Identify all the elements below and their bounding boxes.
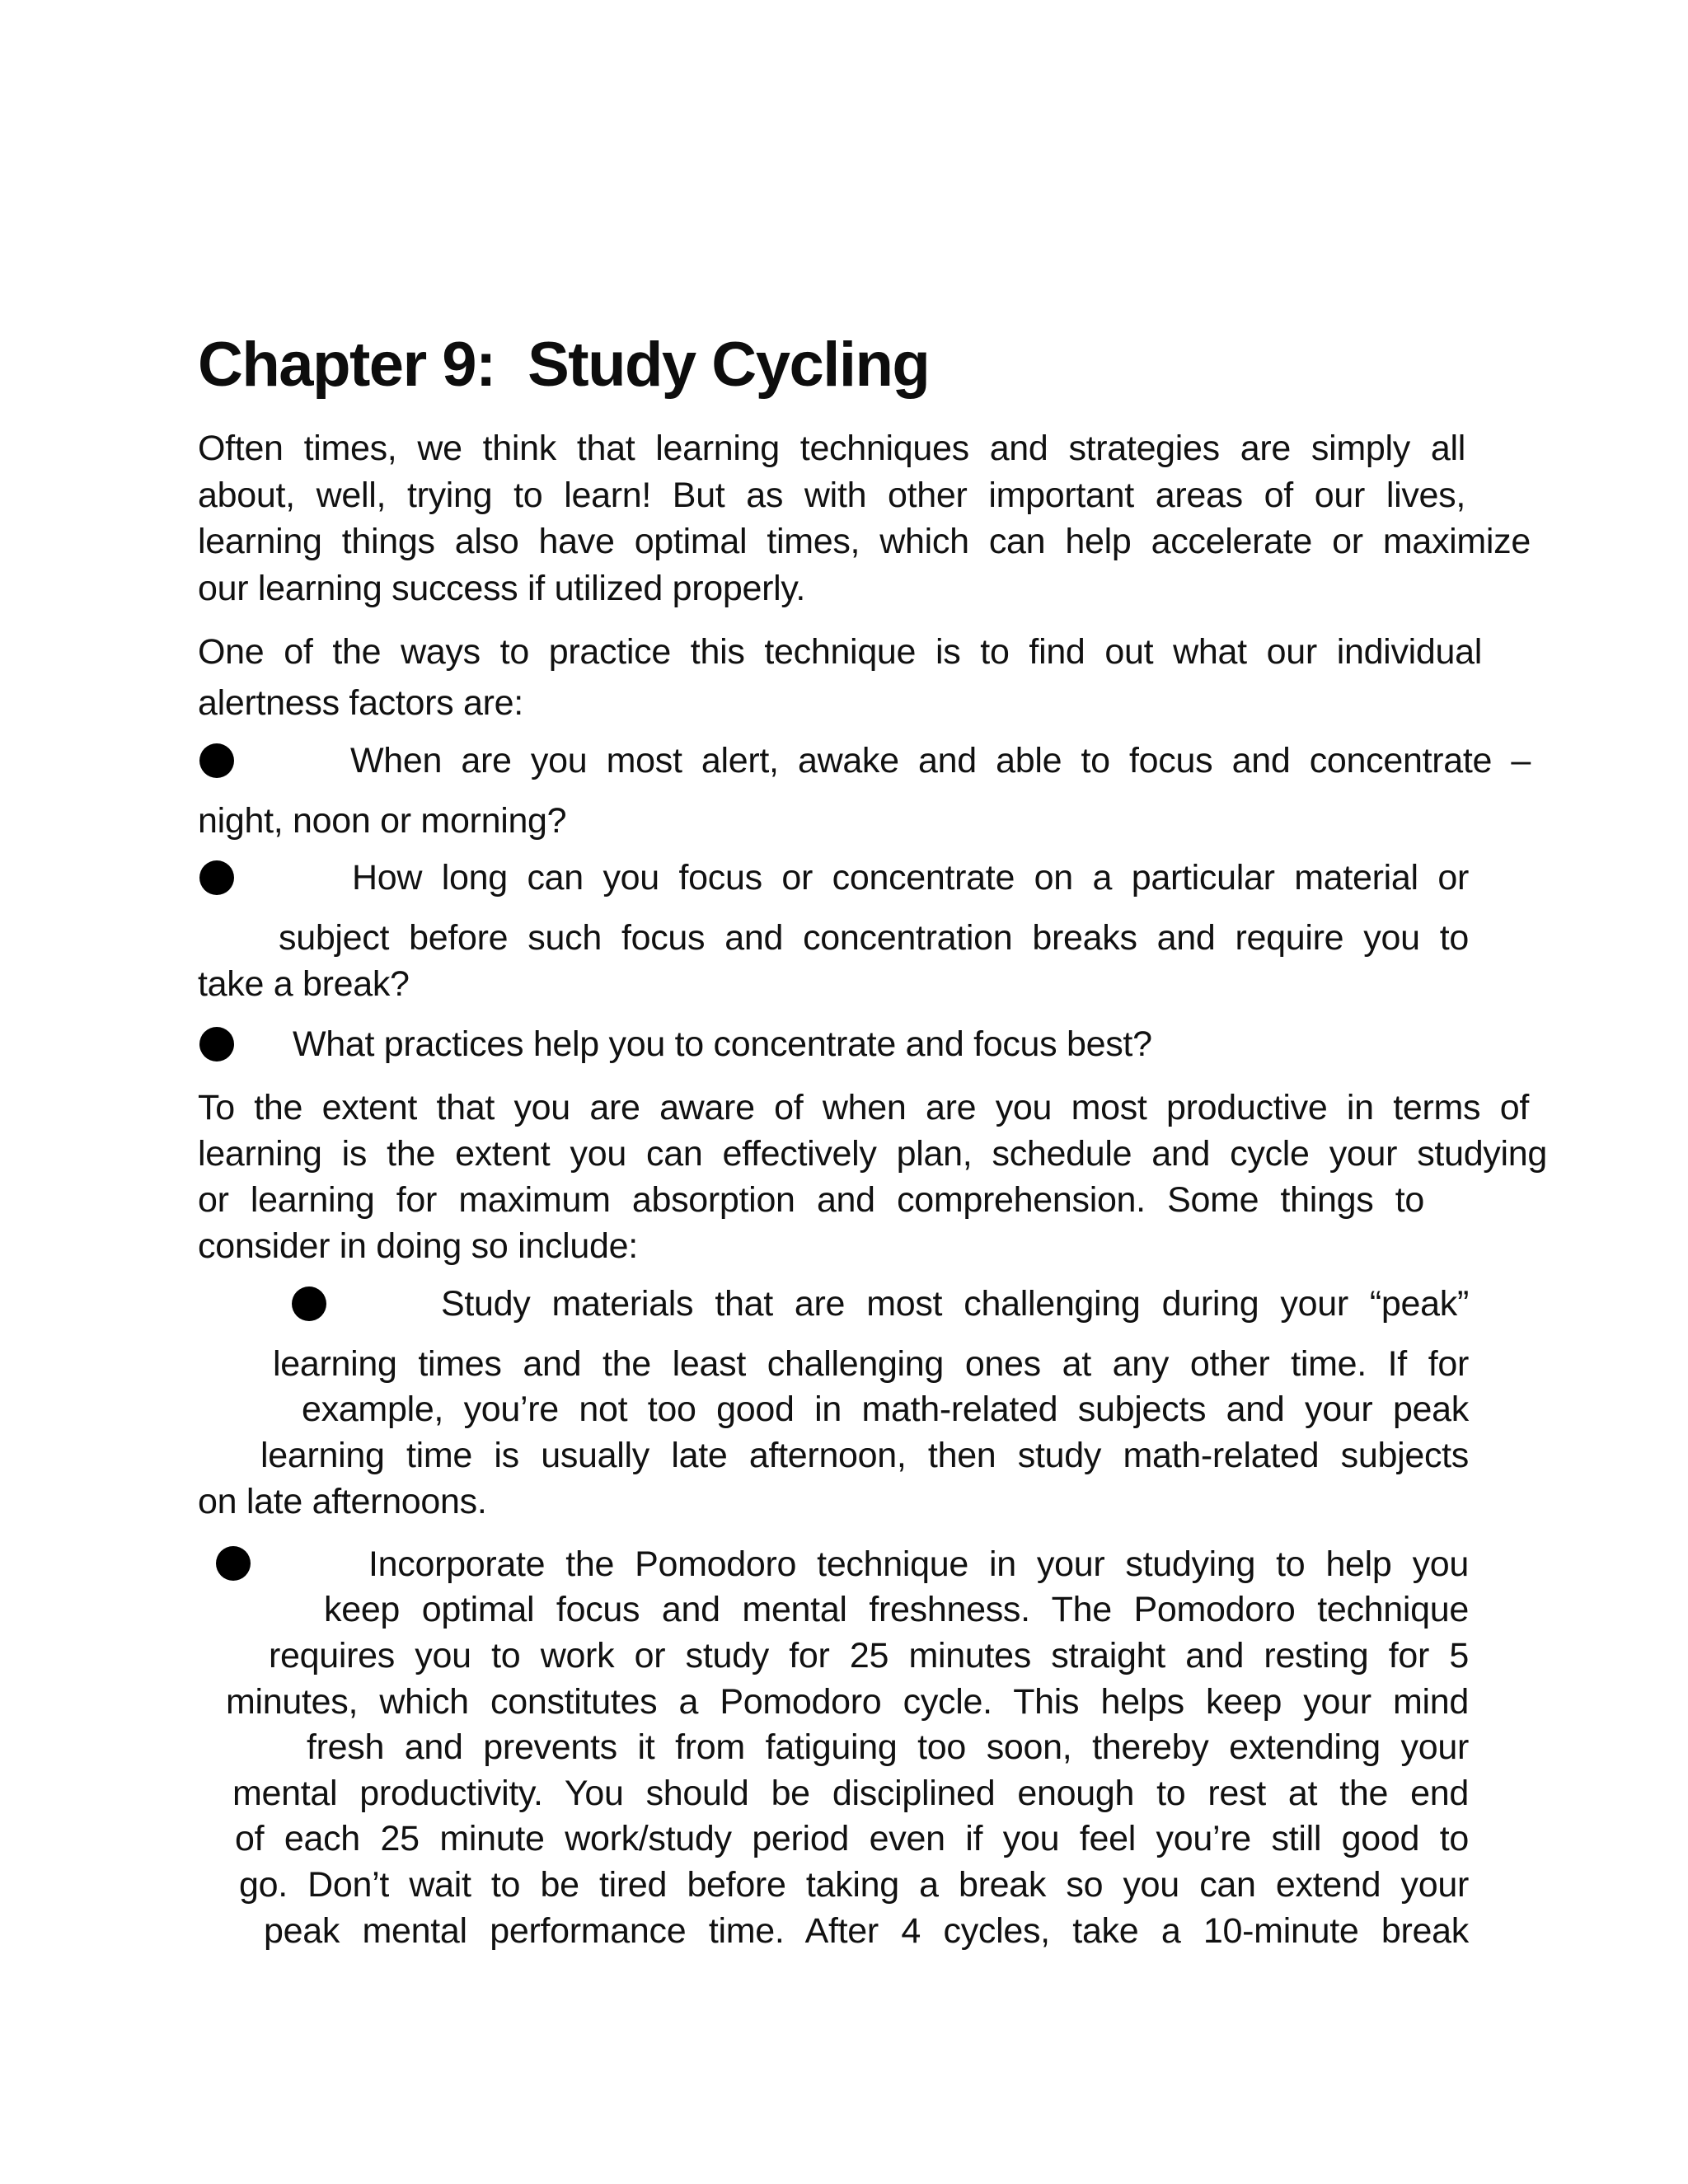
bullet-line: How long can you focus or concentrate on a particular material or — [352, 858, 1469, 898]
tip-line: learning times and the least challenging ones at any other time. If for — [273, 1344, 1469, 1384]
tip-line: of each 25 minute work/study period even if you feel you’re still good to — [235, 1819, 1469, 1858]
planning-paragraph-line: or learning for maximum absorption and comprehension. Some things to — [198, 1180, 1424, 1220]
tip-line: on late afternoons. — [198, 1482, 487, 1521]
tip-line: peak mental performance time. After 4 cycles, take a 10-minute break — [264, 1911, 1469, 1951]
tip-line: keep optimal focus and mental freshness. The Pomodoro technique — [324, 1590, 1469, 1629]
intro-paragraph-line: about, well, trying to learn! But as with other important areas of our lives, — [198, 476, 1465, 515]
intro-paragraph-line: our learning success if utilized properly. — [198, 569, 806, 608]
tip-line: example, you’re not too good in math-related subjects and your peak — [302, 1390, 1469, 1429]
bullet-line: When are you most alert, awake and able to focus and concentrate – — [350, 741, 1531, 780]
tip-line: go. Don’t wait to be tired before taking a break so you can extend your — [239, 1865, 1469, 1905]
intro-paragraph-line: Often times, we think that learning techniques and strategies are simply all — [198, 429, 1465, 468]
planning-paragraph-line: learning is the extent you can effectively plan, schedule and cycle your studying — [198, 1134, 1547, 1174]
intro-paragraph-line: learning things also have optimal times, which can help accelerate or maximize — [198, 522, 1531, 561]
bullet-line: What practices help you to concentrate and focus best? — [293, 1024, 1152, 1064]
planning-paragraph-line: To the extent that you are aware of when are you most productive in terms of — [198, 1088, 1529, 1127]
tip-line: fresh and prevents it from fatiguing too soon, thereby extending your — [307, 1727, 1469, 1767]
chapter-title: Chapter 9: Study Cycling — [198, 330, 930, 400]
bullet-line: night, noon or morning? — [198, 801, 567, 841]
bullet-dot-icon — [216, 1546, 251, 1581]
tip-line: mental productivity. You should be disciplined enough to rest at the end — [232, 1774, 1469, 1813]
bullet-dot-icon — [199, 743, 234, 778]
bullet-dot-icon — [292, 1286, 326, 1321]
planning-paragraph-line: consider in doing so include: — [198, 1226, 638, 1266]
tip-line: Incorporate the Pomodoro technique in your studying to help you — [368, 1544, 1469, 1584]
bullet-line: subject before such focus and concentration breaks and require you to — [279, 918, 1469, 958]
tip-line: learning time is usually late afternoon, then study math-related subjects — [260, 1436, 1469, 1475]
intro-paragraph-line: One of the ways to practice this technique is to find out what our individual — [198, 632, 1482, 672]
bullet-dot-icon — [199, 1027, 234, 1062]
intro-paragraph-line: alertness factors are: — [198, 683, 523, 723]
bullet-dot-icon — [199, 860, 234, 895]
tip-line: requires you to work or study for 25 minutes straight and resting for 5 — [269, 1636, 1469, 1675]
bullet-line: take a break? — [198, 964, 410, 1004]
tip-line: minutes, which constitutes a Pomodoro cycle. This helps keep your mind — [226, 1682, 1469, 1722]
tip-line: Study materials that are most challenging during your “peak” — [441, 1284, 1469, 1324]
